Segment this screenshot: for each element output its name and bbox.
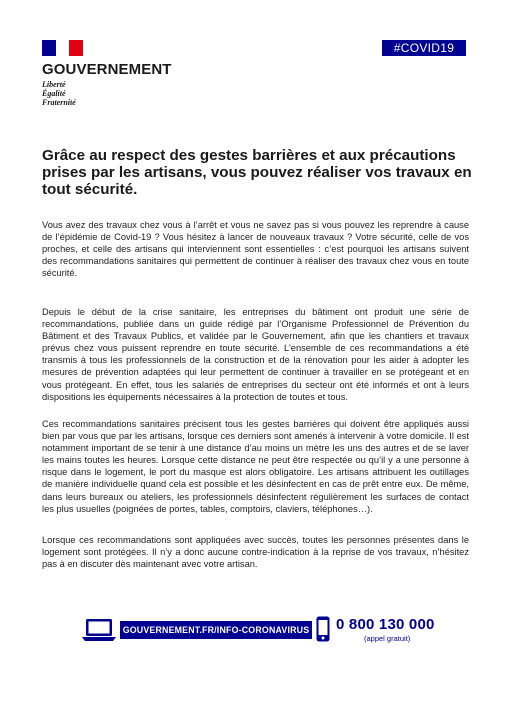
info-coronavirus-link[interactable]: GOUVERNEMENT.FR/INFO-CORONAVIRUS (120, 621, 312, 639)
motto-line: Fraternité (42, 98, 76, 107)
paragraph: Vous avez des travaux chez vous à l’arrêt et vous ne savez pas si vous pouvez les reprendre à cause de l’épidémie de Covid-19 ? Vous hésitez à lancer de nouveaux travaux ? Votre sécurité, celle de vos proches, et celle des artisans qui interviennent sont essentielles : c’est pourquoi les artisans suivent des recommandations sanitaires qui permettent de continuer à réaliser des travaux chez vous en toute sécurité. (42, 220, 469, 279)
gouvernement-logo (42, 40, 182, 107)
footer-contact (82, 614, 472, 644)
motto-line: Liberté (42, 80, 66, 89)
phone-number[interactable]: 0 800 130 000 (336, 616, 435, 633)
laptop-icon (82, 617, 116, 643)
logo-text: GOUVERNEMENT (42, 61, 172, 78)
paragraph: Depuis le début de la crise sanitaire, les entreprises du bâtiment ont produit une série de recommandations, publiée dans un guide rédigé par l’Organisme Professionnel de Prévention du Bâtiment et des Travaux Publics, et validée par le Gouvernement, afin que les chantiers et travaux prévus chez vous puissent reprendre en toute sécurité. L’ensemble de ces recommandations a été transmis à tous les professionnels de la construction et de la rénovation pour les aider à adopter les mesures de prévention adaptées qui leur permettent de continuer à travailler en se protégeant et en vous protégeant. En effet, tous les salariés de entreprises du secteur ont été informés et ont à leurs dispositions les équipements nécessaires à la protection de toutes et tous. (42, 307, 469, 402)
phone-icon (316, 616, 330, 642)
phone-note: (appel gratuit) (364, 634, 411, 643)
paragraph: Ces recommandations sanitaires précisent tous les gestes barrières qui doivent être appliqués aussi bien par vous que par les artisans, lorsque ces derniers sont amenés à intervenir à votre domicile. Il est notamment important de se tenir à une distance d’au moins un mètre les uns des autres et de se laver les mains toutes les heures. Lorsque cette distance ne peut être respectée ou qu’il y a une personne à risque dans le logement, le port du masque est alors obligatoire. Les artisans attribuent les outillages de manière individuelle quand cela est possible et les désinfectent en cas de prêt entre eux. De même, dans leurs bureaux ou ateliers, les professionnels désinfectent régulièrement les surfaces de contact les plus usuelles (poignées de portes, tables, comptoirs, claviers, téléphones…). (42, 419, 469, 514)
french-flag-icon (42, 40, 83, 56)
covid-hashtag-badge: #COVID19 (382, 40, 466, 56)
motto-line: Égalité (42, 89, 66, 98)
page-title: Grâce au respect des gestes barrières et aux précautions prises par les artisans, vous pouvez réaliser vos travaux en tout sécurité. (42, 147, 472, 198)
motto (42, 80, 182, 107)
paragraph: Lorsque ces recommandations sont appliquées avec succès, toutes les personnes présentes dans le logement sont protégées. Il n’y a donc aucune contre-indication à la reprise de vos travaux, n’hésitez pas à en discuter dès maintenant avec votre artisan. (42, 535, 469, 570)
